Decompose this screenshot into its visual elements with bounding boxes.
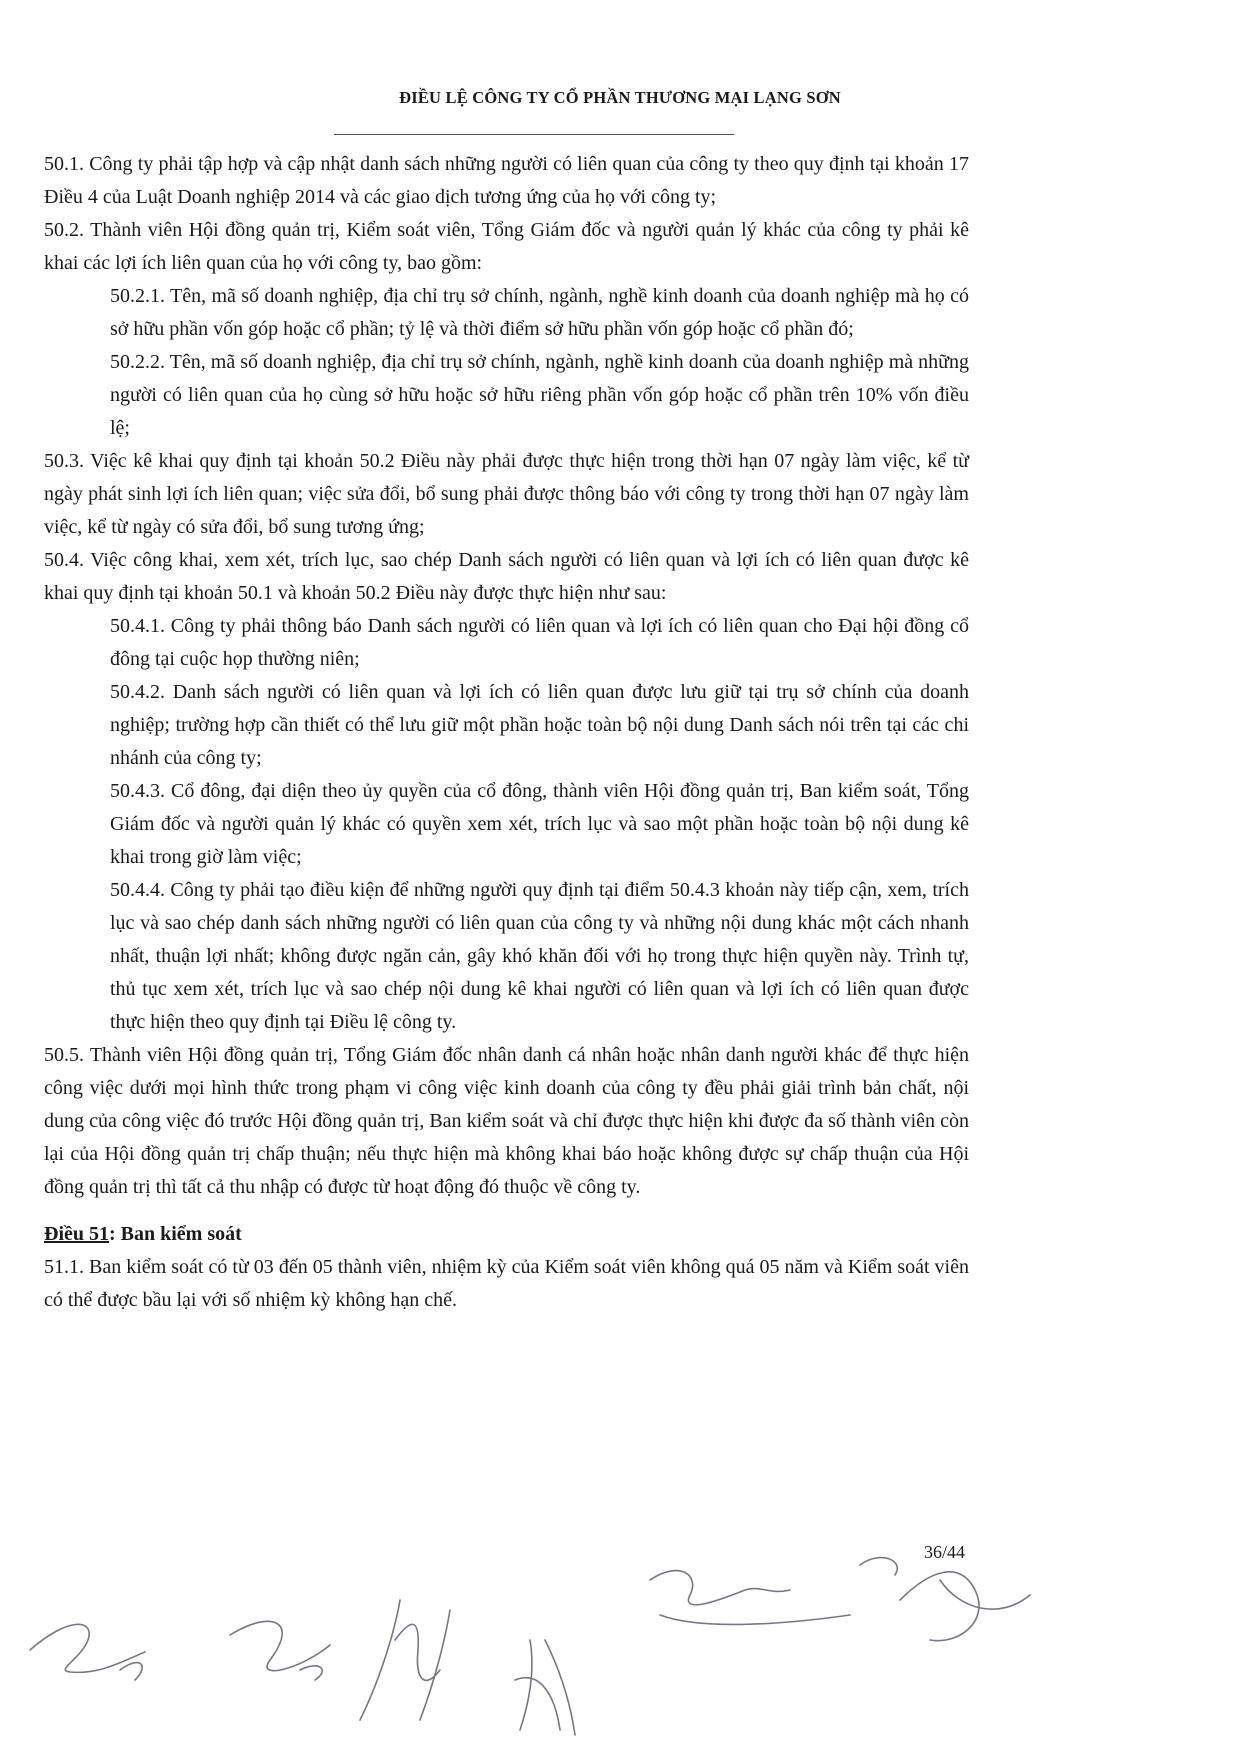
initial-signature xyxy=(360,1600,450,1720)
clause-50-4-2: 50.4.2. Danh sách người có liên quan và lợi ích có liên quan được lưu giữ tại trụ sở chính của doanh nghiệp; trường hợp cần thiết có thể lưu giữ một phần hoặc toàn bộ nội dung Danh sách nói trên tại các chi nhánh của công ty; xyxy=(110,681,969,769)
initial-signature xyxy=(30,1624,145,1680)
article-51-title: : Ban kiểm soát xyxy=(109,1223,242,1245)
initial-signature xyxy=(515,1640,575,1735)
document-header: ĐIỀU LỆ CÔNG TY CỔ PHẦN THƯƠNG MẠI LẠNG SƠN xyxy=(399,88,841,107)
header-divider xyxy=(334,134,734,135)
clause-50-4: 50.4. Việc công khai, xem xét, trích lục, sao chép Danh sách người có liên quan và lợi ích có liên quan được kê khai quy định tại khoản 50.1 và khoản 50.2 Điều này được thực hiện như sau: xyxy=(44,549,969,604)
clause-50-4-1: 50.4.1. Công ty phải thông báo Danh sách người có liên quan và lợi ích có liên quan cho Đại hội đồng cổ đông tại cuộc họp thường niên; xyxy=(110,615,969,670)
initial-signature xyxy=(650,1571,850,1625)
clause-51-1: 51.1. Ban kiểm soát có từ 03 đến 05 thành viên, nhiệm kỳ của Kiểm soát viên không quá 05 năm và Kiểm soát viên có thể được bầu lại với số nhiệm kỳ không hạn chế. xyxy=(44,1256,969,1311)
signature-area xyxy=(0,1520,1240,1754)
clause-50-3: 50.3. Việc kê khai quy định tại khoản 50.2 Điều này phải được thực hiện trong thời hạn 07 ngày làm việc, kể từ ngày phát sinh lợi ích liên quan; việc sửa đổi, bổ sung phải được thông báo với công ty trong thời hạn 07 ngày làm việc, kể từ ngày có sửa đổi, bổ sung tương ứng; xyxy=(44,450,969,538)
article-51-label: Điều 51 xyxy=(44,1223,109,1245)
initial-signature xyxy=(230,1621,330,1680)
document-body xyxy=(44,148,969,1317)
article-51-heading xyxy=(44,1218,969,1251)
page-number: 36/44 xyxy=(924,1542,966,1562)
clause-50-4-3: 50.4.3. Cổ đông, đại diện theo ủy quyền của cổ đông, thành viên Hội đồng quản trị, Ban kiểm soát, Tổng Giám đốc và người quản lý khác có quyền xem xét, trích lục và sao một phần hoặc toàn bộ nội dung kê khai trong giờ làm việc; xyxy=(110,780,969,868)
clause-50-5: 50.5. Thành viên Hội đồng quản trị, Tổng Giám đốc nhân danh cá nhân hoặc nhân danh người khác để thực hiện công việc dưới mọi hình thức trong phạm vi công việc kinh doanh của công ty đều phải giải trình bản chất, nội dung của công việc đó trước Hội đồng quản trị, Ban kiểm soát và chỉ được thực hiện khi được đa số thành viên còn lại của Hội đồng quản trị chấp thuận; nếu thực hiện mà không khai báo hoặc không được sự chấp thuận của Hội đồng quản trị thì tất cả thu nhập có được từ hoạt động đó thuộc về công ty. xyxy=(44,1044,969,1198)
clause-50-2-1: 50.2.1. Tên, mã số doanh nghiệp, địa chỉ trụ sở chính, ngành, nghề kinh doanh của doanh nghiệp mà họ có sở hữu phần vốn góp hoặc cổ phần; tỷ lệ và thời điểm sở hữu phần vốn góp hoặc cổ phần đó; xyxy=(110,285,969,340)
clause-50-4-4: 50.4.4. Công ty phải tạo điều kiện để những người quy định tại điểm 50.4.3 khoản này tiếp cận, xem, trích lục và sao chép danh sách những người có liên quan của công ty và những nội dung khác một cách nhanh nhất, thuận lợi nhất; không được ngăn cản, gây khó khăn đối với họ trong thực hiện quyền này. Trình tự, thủ tục xem xét, trích lục và sao chép nội dung kê khai người có liên quan và lợi ích có liên quan được thực hiện theo quy định tại Điều lệ công ty. xyxy=(110,879,969,1033)
initial-signature xyxy=(860,1558,1030,1641)
clause-50-1: 50.1. Công ty phải tập hợp và cập nhật danh sách những người có liên quan của công ty theo quy định tại khoản 17 Điều 4 của Luật Doanh nghiệp 2014 và các giao dịch tương ứng của họ với công ty; xyxy=(44,153,969,208)
clause-50-2: 50.2. Thành viên Hội đồng quản trị, Kiểm soát viên, Tổng Giám đốc và người quản lý khác của công ty phải kê khai các lợi ích liên quan của họ với công ty, bao gồm: xyxy=(44,219,969,274)
clause-50-2-2: 50.2.2. Tên, mã số doanh nghiệp, địa chỉ trụ sở chính, ngành, nghề kinh doanh của doanh nghiệp mà những người có liên quan của họ cùng sở hữu hoặc sở hữu riêng phần vốn góp hoặc cổ phần trên 10% vốn điều lệ; xyxy=(110,351,969,439)
